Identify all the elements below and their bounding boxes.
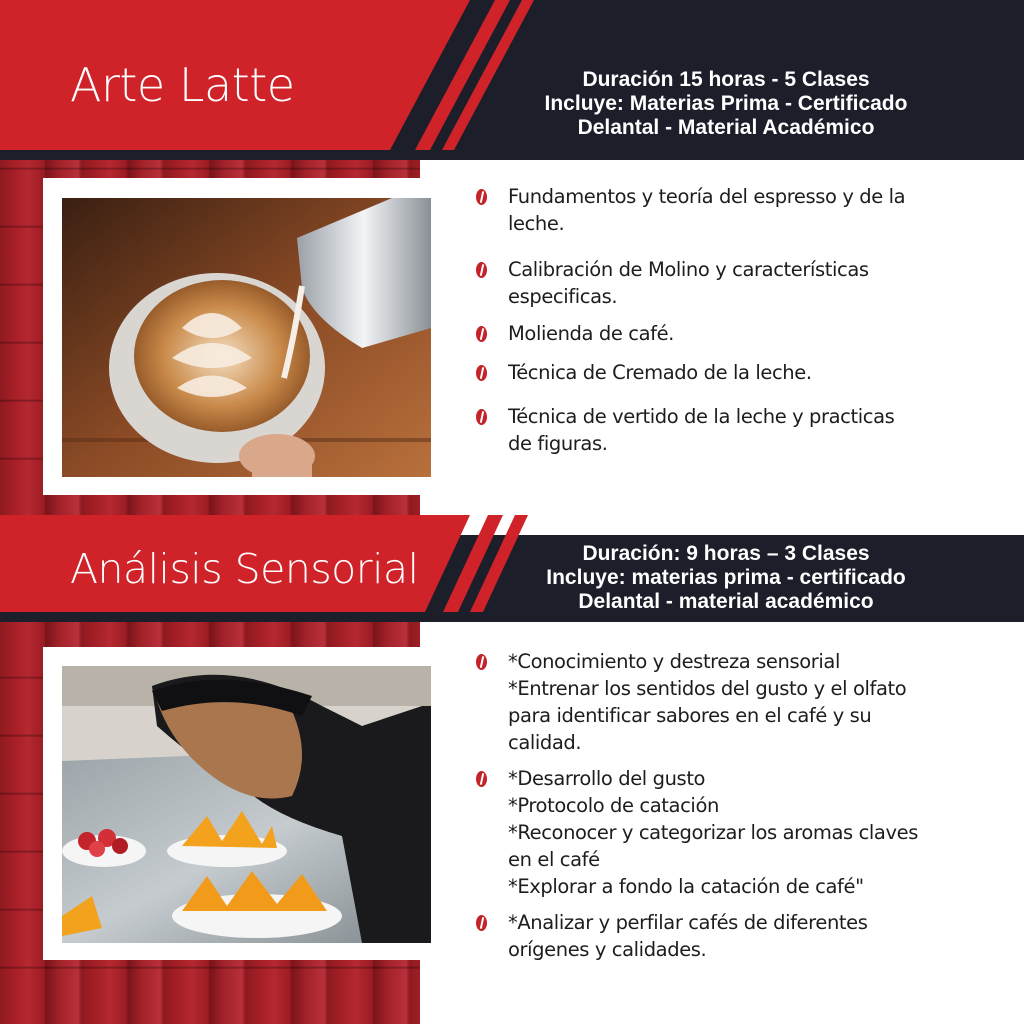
coffee-bean-icon xyxy=(476,365,487,381)
list-item-text: *Analizar y perfilar cafés de diferentes orígenes y calidades. xyxy=(508,911,868,961)
duration-text: Duración: 9 horas – 3 Clases xyxy=(582,542,870,565)
latte-art-photo xyxy=(43,178,450,495)
section2-title: Análisis Sensorial xyxy=(70,545,419,593)
section1-title: Arte Latte xyxy=(70,58,295,112)
list-item xyxy=(474,648,994,756)
sensory-analysis-photo xyxy=(43,647,450,960)
latte-art-image xyxy=(62,198,431,477)
list-item-text: *Conocimiento y destreza sensorial *Entrenar los sentidos del gusto y el olfato para identificar sabores en el café y su calidad. xyxy=(508,650,907,754)
section2-info xyxy=(516,542,936,614)
list-item xyxy=(474,403,994,457)
coffee-bean-icon xyxy=(476,654,487,670)
list-item xyxy=(474,320,994,347)
list-item xyxy=(474,359,994,386)
list-item-text: Calibración de Molino y características especificas. xyxy=(508,258,869,308)
coffee-bean-icon xyxy=(476,915,487,931)
coffee-bean-icon xyxy=(476,771,487,787)
coffee-bean-icon xyxy=(476,262,487,278)
coffee-bean-icon xyxy=(476,409,487,425)
list-item-text: Técnica de vertido de la leche y practicas de figuras. xyxy=(508,405,895,455)
list-item-text: *Desarrollo del gusto *Protocolo de catación *Reconocer y categorizar los aromas claves en el café *Explorar a fondo la catación de café" xyxy=(508,767,918,898)
section1-banner xyxy=(0,0,1024,160)
includes-text: Incluye: materias prima - certificado xyxy=(546,566,906,589)
list-item xyxy=(474,765,994,900)
list-item xyxy=(474,256,994,310)
list-item-text: Técnica de Cremado de la leche. xyxy=(508,361,812,384)
list-item-text: Molienda de café. xyxy=(508,322,674,345)
list-item xyxy=(474,183,994,237)
duration-text: Duración 15 horas - 5 Clases xyxy=(582,68,870,91)
section1-bullet-list xyxy=(474,183,994,457)
section1-info xyxy=(516,68,936,140)
list-item-text: Fundamentos y teoría del espresso y de la leche. xyxy=(508,185,906,235)
section2-banner xyxy=(0,515,1024,622)
list-item xyxy=(474,909,994,963)
section2-bullet-list xyxy=(474,648,994,963)
coffee-bean-icon xyxy=(476,326,487,342)
extras-text: Delantal - material académico xyxy=(578,590,874,613)
sensory-tasting-image xyxy=(62,666,431,943)
extras-text: Delantal - Material Académico xyxy=(577,116,875,139)
includes-text: Incluye: Materias Prima - Certificado xyxy=(544,92,908,115)
coffee-bean-icon xyxy=(476,189,487,205)
